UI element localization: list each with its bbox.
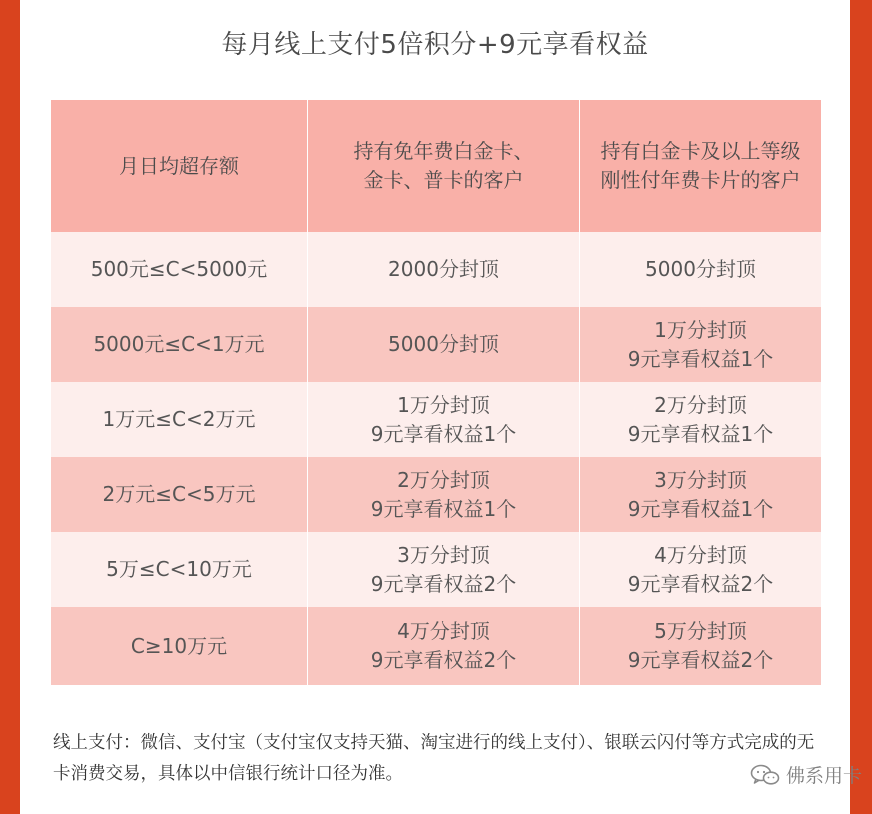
- watermark-text: 佛系用卡: [785, 765, 862, 787]
- header-deposit: 月日均超存额: [119, 153, 239, 178]
- paid-fee-benefit-cell: 5万分封顶 9元享看权益2个: [627, 619, 774, 672]
- table-row: [51, 532, 821, 607]
- header-free-fee-cards: 持有免年费白金卡、 金卡、普卡的客户: [307, 100, 580, 232]
- watermark: [750, 761, 862, 788]
- page-title: 每月线上支付5倍积分+9元享看权益: [221, 30, 649, 60]
- free-fee-benefit-cell: 3万分封顶 9元享看权益2个: [307, 532, 580, 607]
- paid-fee-benefit-cell: 4万分封顶 9元享看权益2个: [627, 542, 774, 596]
- table-row: [51, 232, 821, 307]
- paid-fee-benefit-cell: 5000分封顶: [645, 257, 756, 281]
- free-fee-benefit-cell: 5000分封顶: [307, 307, 580, 382]
- deposit-range-cell: 5万≤C<10万元: [106, 557, 252, 581]
- table-header-row: [51, 100, 821, 232]
- deposit-range-cell: C≥10万元: [130, 633, 228, 658]
- free-fee-benefit-cell: 2万分封顶 9元享看权益1个: [307, 457, 580, 532]
- header-paid-fee-cards: 持有白金卡及以上等级 刚性付年费卡片的客户: [600, 139, 801, 192]
- table-row: [51, 607, 821, 685]
- wechat-icon: [750, 763, 780, 787]
- paid-fee-benefit-cell: 3万分封顶 9元享看权益1个: [627, 467, 774, 521]
- deposit-range-cell: 5000元≤C<1万元: [93, 332, 265, 356]
- footnote-text: 线上支付：微信、支付宝（支付宝仅支持天猫、淘宝进行的线上支付）、银联云闪付等方式完成的无卡消费交易，具体以中信银行统计口径为准。: [53, 733, 815, 784]
- content-card: [20, 0, 850, 814]
- table-row: [51, 457, 821, 532]
- free-fee-benefit-cell: 2000分封顶: [307, 232, 580, 307]
- paid-fee-benefit-cell: 2万分封顶 9元享看权益1个: [627, 392, 774, 446]
- deposit-range-cell: 1万元≤C<2万元: [102, 407, 256, 431]
- free-fee-benefit-cell: 4万分封顶 9元享看权益2个: [307, 607, 580, 685]
- deposit-range-cell: 2万元≤C<5万元: [102, 482, 256, 506]
- table-row: [51, 307, 821, 382]
- deposit-range-cell: 500元≤C<5000元: [90, 257, 268, 281]
- benefits-table: [51, 100, 821, 685]
- free-fee-benefit-cell: 1万分封顶 9元享看权益1个: [307, 382, 580, 457]
- paid-fee-benefit-cell: 1万分封顶 9元享看权益1个: [627, 317, 774, 371]
- table-row: [51, 382, 821, 457]
